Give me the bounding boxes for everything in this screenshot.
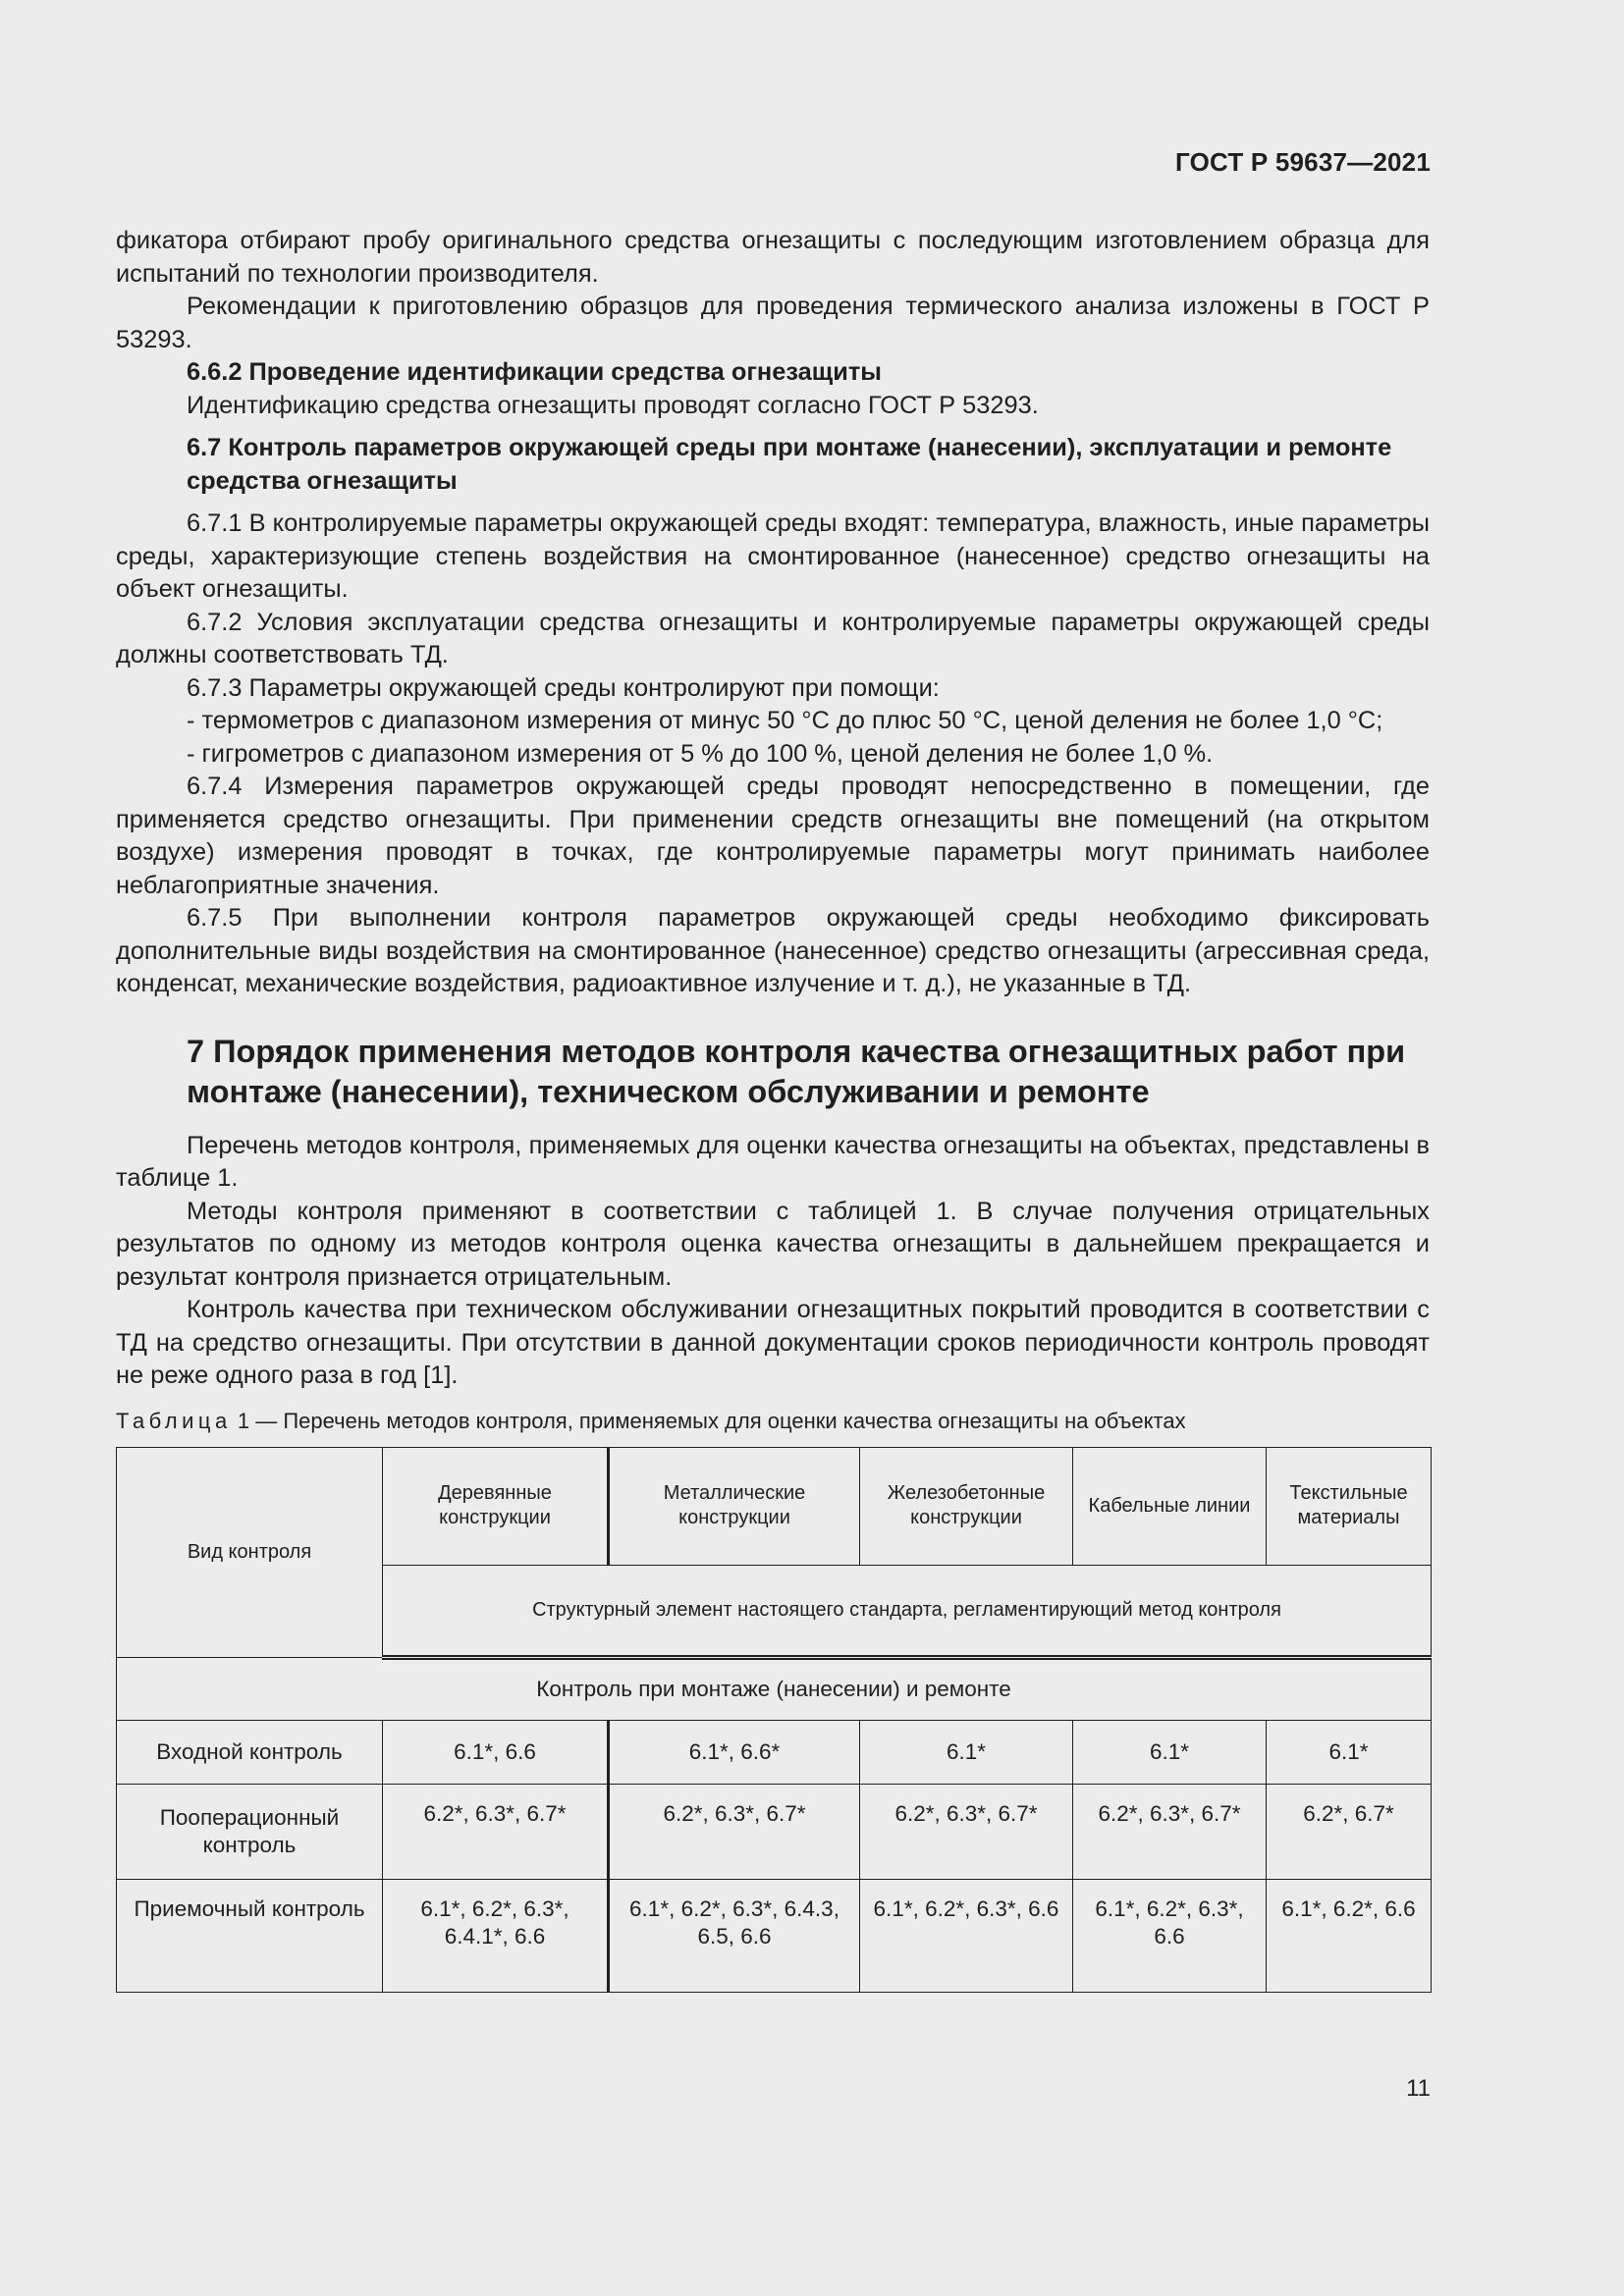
table-cell: 6.1*, 6.2*, 6.3*, 6.6 (1073, 1879, 1267, 1992)
table-row (117, 1784, 1432, 1879)
header-cell-concrete: Железобетонные конструкции (860, 1447, 1073, 1565)
header-cell-textile: Текстильные материалы (1267, 1447, 1432, 1565)
paragraph-recommendations: Рекомендации к приготовлению образцов для проведения термического анализа изложены в ГОСТ Р 53293. (116, 293, 1430, 353)
table-cell: 6.1*, 6.6* (609, 1720, 860, 1784)
table-cell: 6.2*, 6.7* (1267, 1784, 1432, 1879)
row-label-cell: Пооперационный контроль (117, 1784, 383, 1879)
heading-section-7: 7 Порядок применения методов контроля качества огнезащитных работ при монтаже (нанесении), техническом обслуживании и ремонте (187, 1033, 1406, 1109)
table-cell: 6.1*, 6.2*, 6.3*, 6.4.1*, 6.6 (383, 1879, 609, 1992)
table-row (117, 1879, 1432, 1992)
table-cell: 6.1* (860, 1720, 1073, 1784)
heading-6-7: 6.7 Контроль параметров окружающей среды при монтаже (нанесении), эксплуатации и ремонте средства огнезащиты (187, 434, 1392, 495)
page-content (116, 225, 1430, 1993)
paragraph-7-maintenance: Контроль качества при техническом обслуживании огнезащитных покрытий проводится в соответствии с ТД на средство огнезащиты. При отсутствии в данной документации сроков периодичности контроль проводят не реже одного раза в год [1]. (116, 1296, 1430, 1389)
document-id-header: ГОСТ Р 59637—2021 (1175, 147, 1431, 177)
row-label-cell: Входной контроль (117, 1720, 383, 1784)
table-row (117, 1720, 1432, 1784)
methods-table (116, 1447, 1432, 1993)
paragraph-6-7-4: 6.7.4 Измерения параметров окружающей среды проводят непосредственно в помещении, где применяется средство огнезащиты. При применении средств огнезащиты вне помещений (на открытом воздухе) измерения проводят в точках, где контролируемые параметры могут принимать наиболее неблагоприятные значения. (116, 773, 1430, 899)
table-cell: 6.1* (1073, 1720, 1267, 1784)
paragraph-identification: Идентификацию средства огнезащиты проводят согласно ГОСТ Р 53293. (187, 391, 1039, 419)
table-cell: 6.2*, 6.3*, 6.7* (609, 1784, 860, 1879)
table-header-row (117, 1447, 1432, 1565)
table-cell: 6.2*, 6.3*, 6.7* (860, 1784, 1073, 1879)
heading-6-6-2: 6.6.2 Проведение идентификации средства огнезащиты (187, 358, 882, 386)
section-cell-installation: Контроль при монтаже (нанесении) и ремонте (117, 1657, 1432, 1720)
page-number: 11 (1406, 2075, 1431, 2102)
paragraph-continued: фикатора отбирают пробу оригинального средства огнезащиты с последующим изготовлением образца для испытаний по технологии производителя. (116, 227, 1430, 288)
paragraph-6-7-3: 6.7.3 Параметры окружающей среды контролируют при помощи: (187, 673, 940, 702)
table-cell: 6.1* (1267, 1720, 1432, 1784)
list-item-hygrometers: - гигрометров с диапазоном измерения от 5 % до 100 %, ценой деления не более 1,0 %. (187, 739, 1214, 768)
list-item-thermometers: - термометров с диапазоном измерения от минус 50 °С до плюс 50 °С, ценой деления не более 1,0 °С; (187, 707, 1383, 734)
paragraph-6-7-1: 6.7.1 В контролируемые параметры окружающей среды входят: температура, влажность, иные параметры среды, характеризующие степень воздействия на смонтированное (нанесенное) средство огнезащиты на объект огнезащиты. (116, 509, 1430, 603)
table-caption (116, 1407, 1430, 1436)
table-caption-label: Таблица (116, 1408, 232, 1433)
table-cell: 6.1*, 6.2*, 6.3*, 6.4.3, 6.5, 6.6 (609, 1879, 860, 1992)
row-label-cell: Приемочный контроль (117, 1879, 383, 1992)
paragraph-7-methods-applied: Методы контроля применяют в соответствии с таблицей 1. В случае получения отрицательных результатов по одному из методов контроля оценка качества огнезащиты в дальнейшем прекращается и результат контроля признается отрицательным. (116, 1197, 1430, 1291)
table-section-row (117, 1657, 1432, 1720)
header-cell-control-type: Вид контроля (117, 1447, 383, 1657)
header-cell-cable: Кабельные линии (1073, 1447, 1267, 1565)
table-caption-text: 1 — Перечень методов контроля, применяемых для оценки качества огнезащиты на объектах (231, 1408, 1186, 1433)
table-cell: 6.1*, 6.2*, 6.3*, 6.6 (860, 1879, 1073, 1992)
paragraph-6-7-5: 6.7.5 При выполнении контроля параметров окружающей среды необходимо фиксировать дополнительные виды воздействия на смонтированное (нанесенное) средство огнезащиты (агрессивная среда, конденсат, механические воздействия, радиоактивное излучение и т. д.), не указанные в ТД. (116, 904, 1430, 997)
table-cell: 6.1*, 6.2*, 6.6 (1267, 1879, 1432, 1992)
table-cell: 6.2*, 6.3*, 6.7* (383, 1784, 609, 1879)
paragraph-7-methods-list: Перечень методов контроля, применяемых для оценки качества огнезащиты на объектах, представлены в таблице 1. (116, 1131, 1430, 1192)
header-cell-structural-element: Структурный элемент настоящего стандарта, регламентирующий метод контроля (383, 1565, 1432, 1657)
paragraph-6-7-2: 6.7.2 Условия эксплуатации средства огнезащиты и контролируемые параметры окружающей среды должны соответствовать ТД. (116, 608, 1430, 668)
header-cell-metal: Металлические конструкции (609, 1447, 860, 1565)
table-cell: 6.2*, 6.3*, 6.7* (1073, 1784, 1267, 1879)
table-cell: 6.1*, 6.6 (383, 1720, 609, 1784)
header-cell-wood: Деревянные конструкции (383, 1447, 609, 1565)
